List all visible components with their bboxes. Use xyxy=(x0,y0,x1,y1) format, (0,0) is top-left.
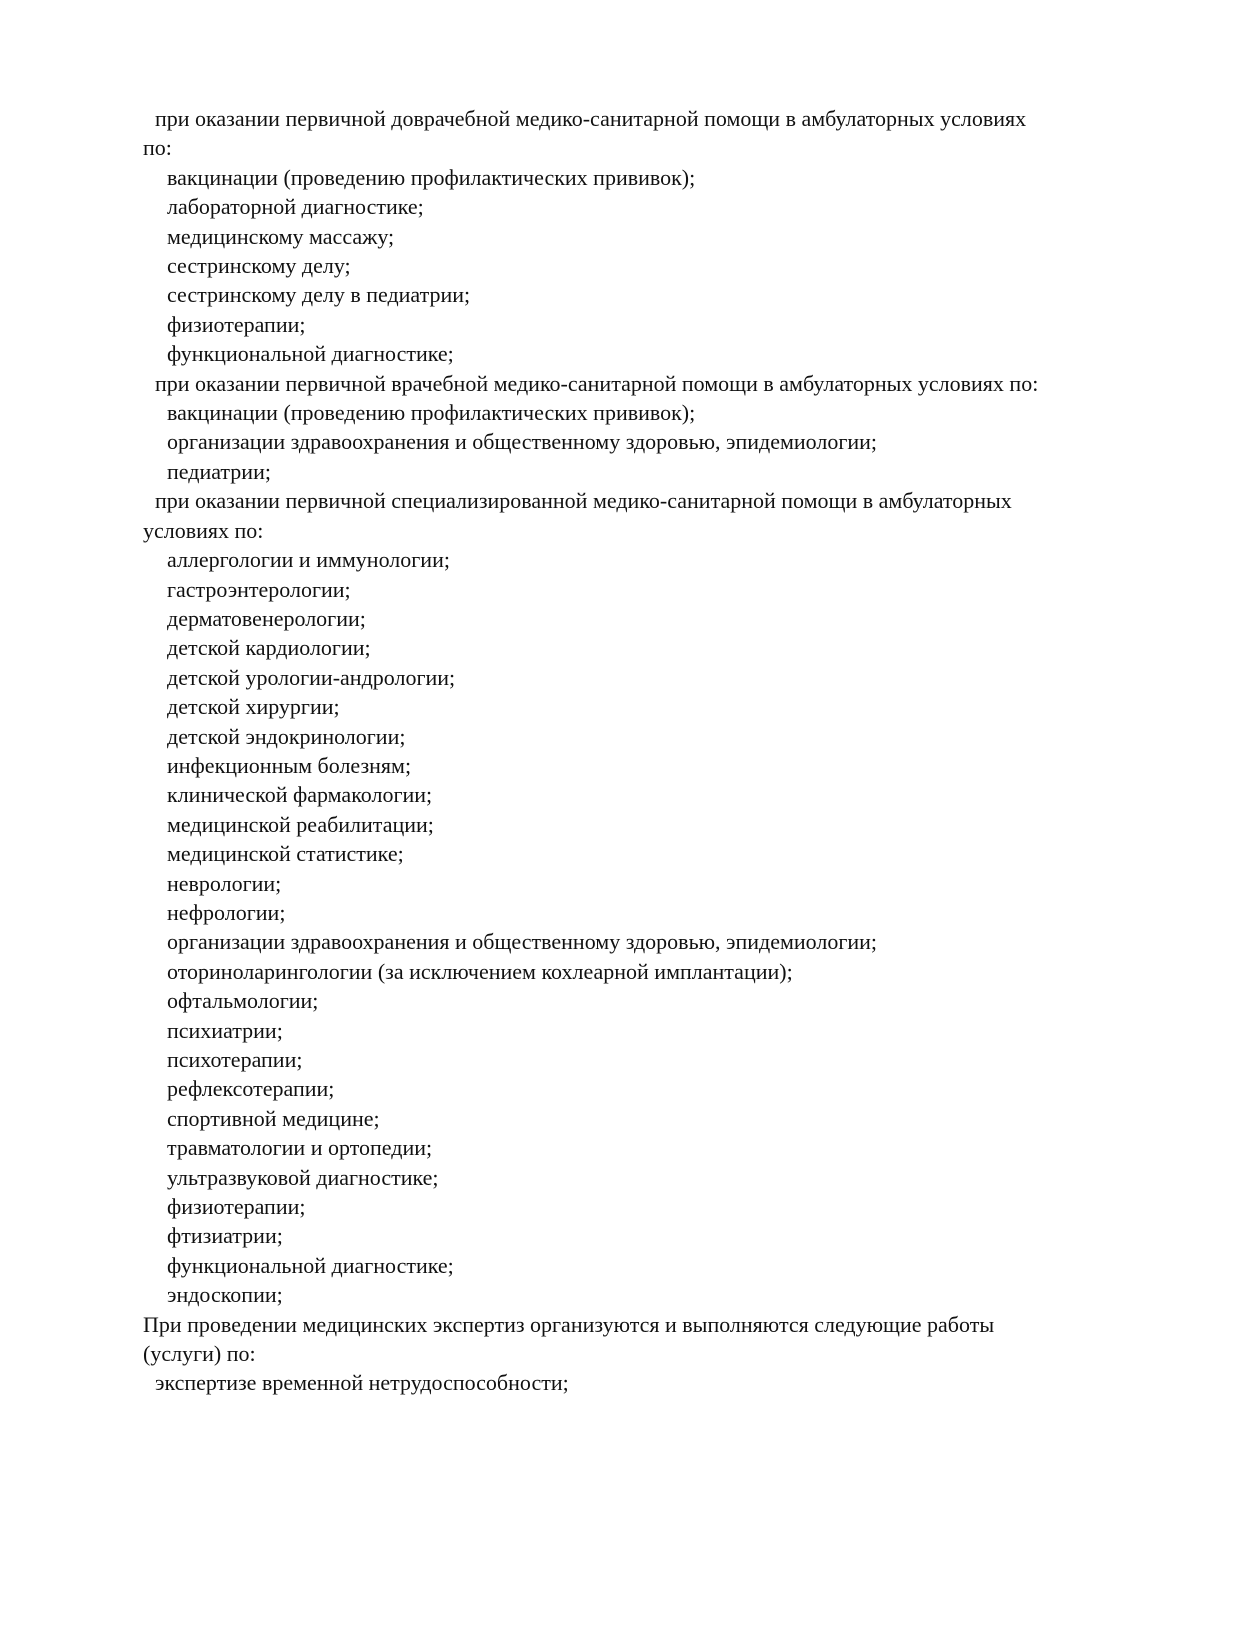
list-item: сестринскому делу в педиатрии; xyxy=(167,282,471,308)
list-item: рефлексотерапии; xyxy=(167,1076,335,1102)
list-item: вакцинации (проведению профилактических прививок); xyxy=(167,400,696,426)
list-item: спортивной медицине; xyxy=(167,1105,380,1131)
paragraph-line: При проведении медицинских экспертиз организуются и выполняются следующие работы xyxy=(143,1311,995,1337)
list-item: ультразвуковой диагностике; xyxy=(167,1164,439,1190)
paragraph-line: при оказании первичной врачебной медико-санитарной помощи в амбулаторных условиях по: xyxy=(155,370,1039,396)
paragraph-line: по: xyxy=(143,135,172,161)
list-item: функциональной диагностике; xyxy=(167,341,454,367)
list-item: медицинскому массажу; xyxy=(167,223,395,249)
list-item: вакцинации (проведению профилактических прививок); xyxy=(167,164,696,190)
list-item: организации здравоохранения и общественному здоровью, эпидемиологии; xyxy=(167,929,878,955)
paragraph-line: экспертизе временной нетрудоспособности; xyxy=(155,1370,569,1396)
list-item: клинической фармакологии; xyxy=(167,782,433,808)
paragraph-line: при оказании первичной специализированной медико-санитарной помощи в амбулаторных xyxy=(155,488,1012,514)
list-item: сестринскому делу; xyxy=(167,253,351,279)
list-item: фтизиатрии; xyxy=(167,1223,283,1249)
paragraph-line: (услуги) по: xyxy=(143,1341,256,1367)
document-page xyxy=(143,104,1133,1398)
paragraph-line: условиях по: xyxy=(143,517,264,543)
list-item: травматологии и ортопедии; xyxy=(167,1135,433,1161)
list-item: психотерапии; xyxy=(167,1047,303,1072)
list-item: детской хирургии; xyxy=(167,694,340,720)
paragraph-line: при оказании первичной доврачебной медико-санитарной помощи в амбулаторных условиях xyxy=(155,106,1027,131)
list-item: аллергологии и иммунологии; xyxy=(167,547,450,573)
list-item: лабораторной диагностике; xyxy=(167,194,424,220)
list-item: гастроэнтерологии; xyxy=(167,576,351,602)
list-item: неврологии; xyxy=(167,870,282,896)
list-item: эндоскопии; xyxy=(167,1282,283,1308)
list-item: физиотерапии; xyxy=(167,311,306,337)
list-item: дерматовенерологии; xyxy=(167,605,366,631)
list-item: офтальмологии; xyxy=(167,988,319,1014)
list-item: инфекционным болезням; xyxy=(167,752,412,778)
list-item: медицинской реабилитации; xyxy=(167,811,434,837)
list-item: медицинской статистике; xyxy=(167,841,404,867)
list-item: физиотерапии; xyxy=(167,1194,306,1220)
list-item: детской кардиологии; xyxy=(167,635,371,661)
list-item: организации здравоохранения и общественному здоровью, эпидемиологии; xyxy=(167,429,878,455)
list-item: детской эндокринологии; xyxy=(167,723,406,749)
list-item: психиатрии; xyxy=(167,1017,283,1043)
list-item: нефрологии; xyxy=(167,899,286,925)
list-item: педиатрии; xyxy=(167,458,271,484)
list-item: детской урологии-андрологии; xyxy=(167,664,456,690)
list-item: оториноларингологии (за исключением кохлеарной имплантации); xyxy=(167,958,793,984)
list-item: функциональной диагностике; xyxy=(167,1252,454,1278)
